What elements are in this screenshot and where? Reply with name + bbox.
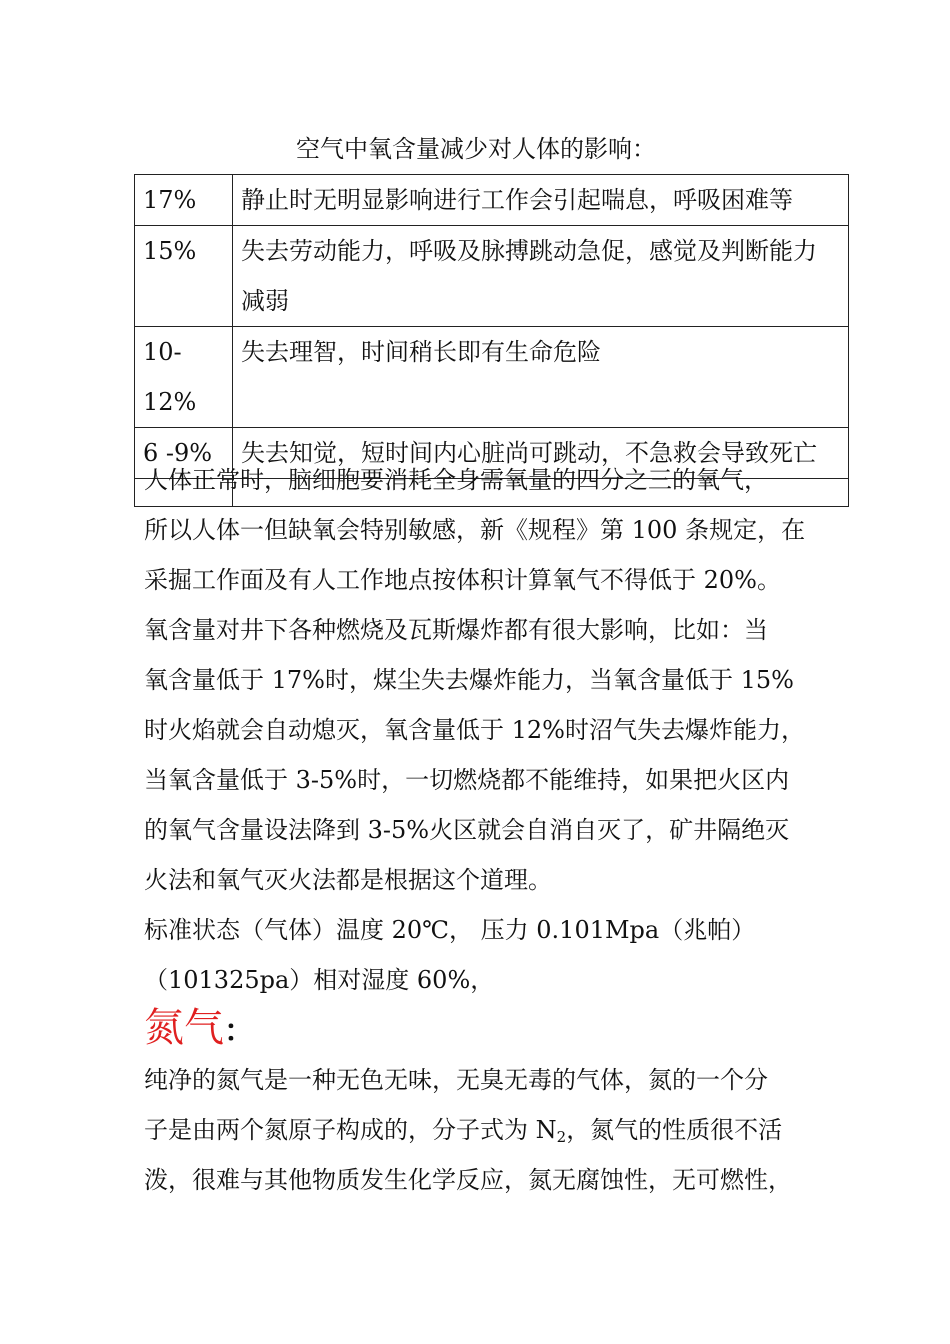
table-row — [135, 226, 849, 327]
table-row — [135, 327, 849, 428]
effect-line: 失去劳动能力，呼吸及脉搏跳动急促，感觉及判断能力 — [241, 237, 817, 265]
text-line: 人体正常时，脑细胞要消耗全身需氧量的四分之三的氧气， — [144, 466, 768, 494]
oxygen-level-cell: 15% — [135, 226, 233, 327]
text-line: 火法和氧气灭火法都是根据这个道理。 — [144, 866, 552, 894]
table-title: 空气中氧含量减少对人体的影响： — [296, 135, 656, 163]
effect-line: 减弱 — [241, 287, 289, 315]
text-segment: 子是由两个氮原子构成的，分子式为 N — [144, 1116, 557, 1144]
text-line: 当氧含量低于 3-5%时，一切燃烧都不能维持，如果把火区内 — [144, 766, 790, 794]
table-row — [135, 175, 849, 226]
text-line: 的氧气含量设法降到 3-5%火区就会自消自灭了，矿井隔绝灭 — [144, 816, 790, 844]
text-line: 标准状态（气体）温度 20℃， 压力 0.101Mpa（兆帕） — [144, 916, 756, 944]
text-line: 氧含量对井下各种燃烧及瓦斯爆炸都有很大影响，比如：当 — [144, 616, 768, 644]
text-line: 采掘工作面及有人工作地点按体积计算氧气不得低于 20%。 — [144, 566, 781, 594]
text-segment: ，氮气的性质很不活 — [566, 1116, 783, 1144]
oxygen-level-cell: 6 -9% — [135, 428, 233, 479]
text-line: 泼，很难与其他物质发生化学反应，氮无腐蚀性，无可燃性， — [144, 1166, 792, 1194]
heading-colon: ： — [224, 1014, 254, 1049]
effect-cell: 失去知觉，短时间内心脏尚可跳动，不急救会导致死亡 — [233, 428, 849, 479]
paragraph-combustion — [144, 605, 824, 905]
paragraph-brain-oxygen — [144, 455, 824, 605]
text-line: （101325pa）相对湿度 60%， — [144, 966, 495, 994]
subscript: 2 — [556, 1128, 567, 1146]
oxygen-level-cell: 10-12% — [135, 327, 233, 428]
section-heading-nitrogen — [144, 1003, 254, 1057]
paragraph-nitrogen — [144, 1055, 824, 1205]
text-line: 氧含量低于 17%时，煤尘失去爆炸能力，当氧含量低于 15% — [144, 666, 794, 694]
effect-cell: 失去理智，时间稍长即有生命危险 — [233, 327, 849, 428]
text-line: 时火焰就会自动熄灭，氧含量低于 12%时沼气失去爆炸能力， — [144, 716, 805, 744]
effect-cell: 静止时无明显影响进行工作会引起喘息，呼吸困难等 — [233, 175, 849, 226]
heading-text: 氮气 — [144, 1005, 224, 1051]
effect-cell — [233, 226, 849, 327]
oxygen-level-cell: 17% — [135, 175, 233, 226]
text-line: 所以人体一但缺氧会特别敏感，新《规程》第 100 条规定，在 — [144, 516, 806, 544]
paragraph-standard-state — [144, 905, 824, 1005]
text-line — [144, 1105, 824, 1155]
text-line: 纯净的氮气是一种无色无味，无臭无毒的气体，氮的一个分 — [144, 1066, 768, 1094]
